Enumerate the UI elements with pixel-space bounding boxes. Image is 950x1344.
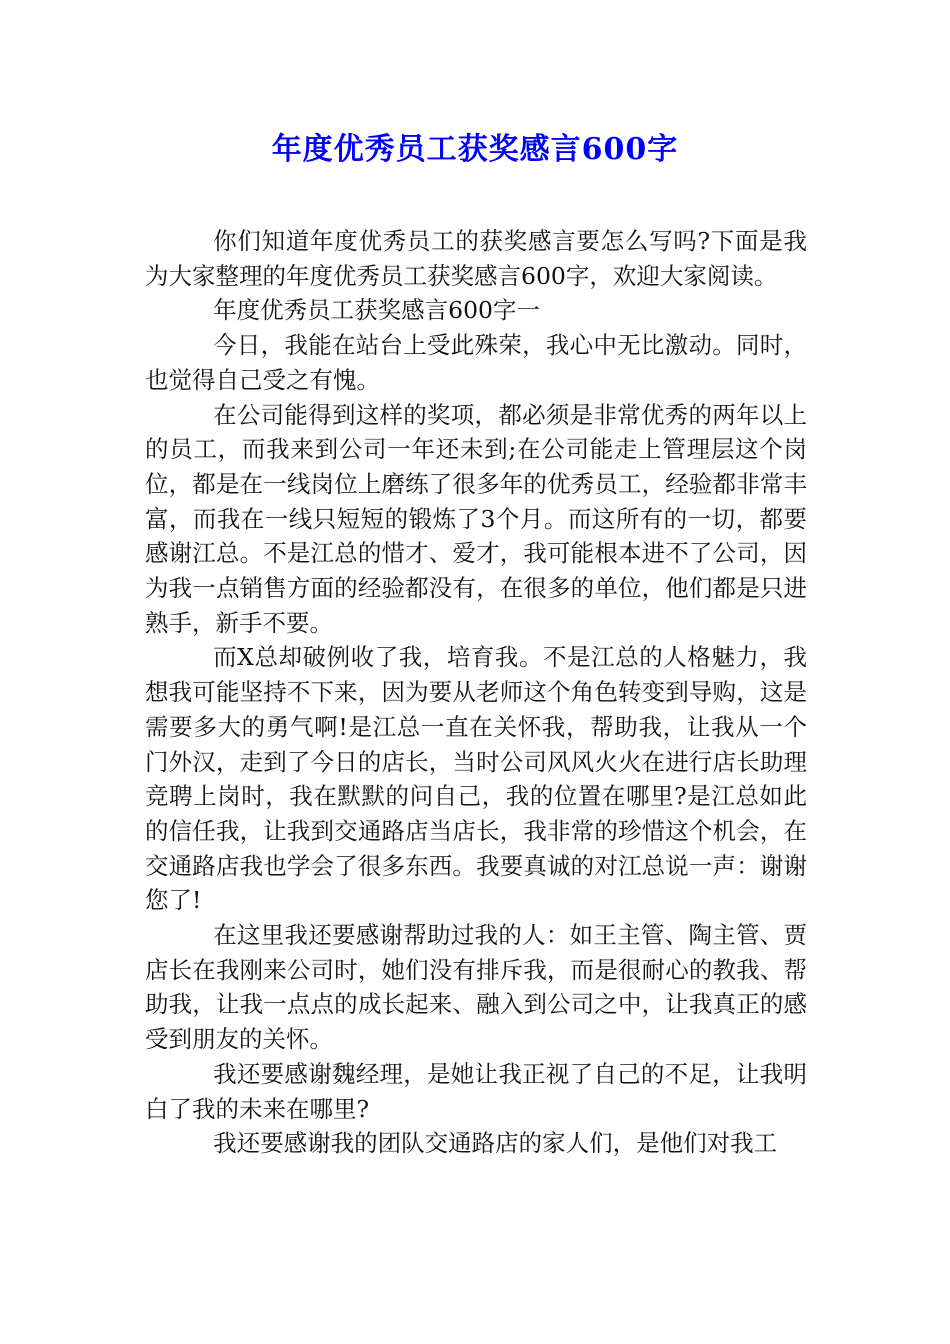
paragraph-today: 今日，我能在站台上受此殊荣，我心中无比激动。同时，也觉得自己受之有愧。 — [145, 331, 807, 394]
paragraph-intro: 你们知道年度优秀员工的获奖感言要怎么写吗?下面是我为大家整理的年度优秀员工获奖感言600字，欢迎大家阅读。 — [145, 227, 807, 290]
document-title: 年度优秀员工获奖感言600字 — [271, 132, 679, 167]
paragraph-thanks-helpers: 在这里我还要感谢帮助过我的人：如王主管、陶主管、贾店长在我刚来公司时，她们没有排斥我，而是很耐心的教我、帮助我，让我一点点的成长起来、融入到公司之中，让我真正的感受到朋友的关怀。 — [145, 921, 807, 1054]
paragraph-thanks-manager: 我还要感谢魏经理，是她让我正视了自己的不足，让我明白了我的未来在哪里? — [145, 1059, 807, 1123]
paragraph-company-award: 在公司能得到这样的奖项，都必须是非常优秀的两年以上的员工，而我来到公司一年还未到;在公司能走上管理层这个岗位，都是在一线岗位上磨练了很多年的优秀员工，经验都非常丰富，而我在一线只短短的锻炼了3个月。而这所有的一切，都要感谢江总。不是江总的惜才、爱才，我可能根本进不了公司，因为我一点销售方面的经验都没有，在很多的单位，他们都是只进熟手，新手不要。 — [145, 400, 807, 637]
paragraph-thanks-team: 我还要感谢我的团队交通路店的家人们，是他们对我工 — [213, 1129, 778, 1158]
paragraph-x-boss: 而X总却破例收了我，培育我。不是江总的人格魅力，我想我可能坚持不下来，因为要从老师这个角色转变到导购，这是需要多大的勇气啊!是江总一直在关怀我，帮助我，让我从一个门外汉，走到了今日的店长，当时公司风风火火在进行店长助理竞聘上岗时，我在默默的问自己，我的位置在哪里?是江总如此的信任我，让我到交通路店当店长，我非常的珍惜这个机会，在交通路店我也学会了很多东西。我要真诚的对江总说一声：谢谢您了! — [145, 643, 807, 915]
paragraph-section-heading: 年度优秀员工获奖感言600字一 — [213, 296, 540, 325]
document-body — [145, 224, 807, 1161]
